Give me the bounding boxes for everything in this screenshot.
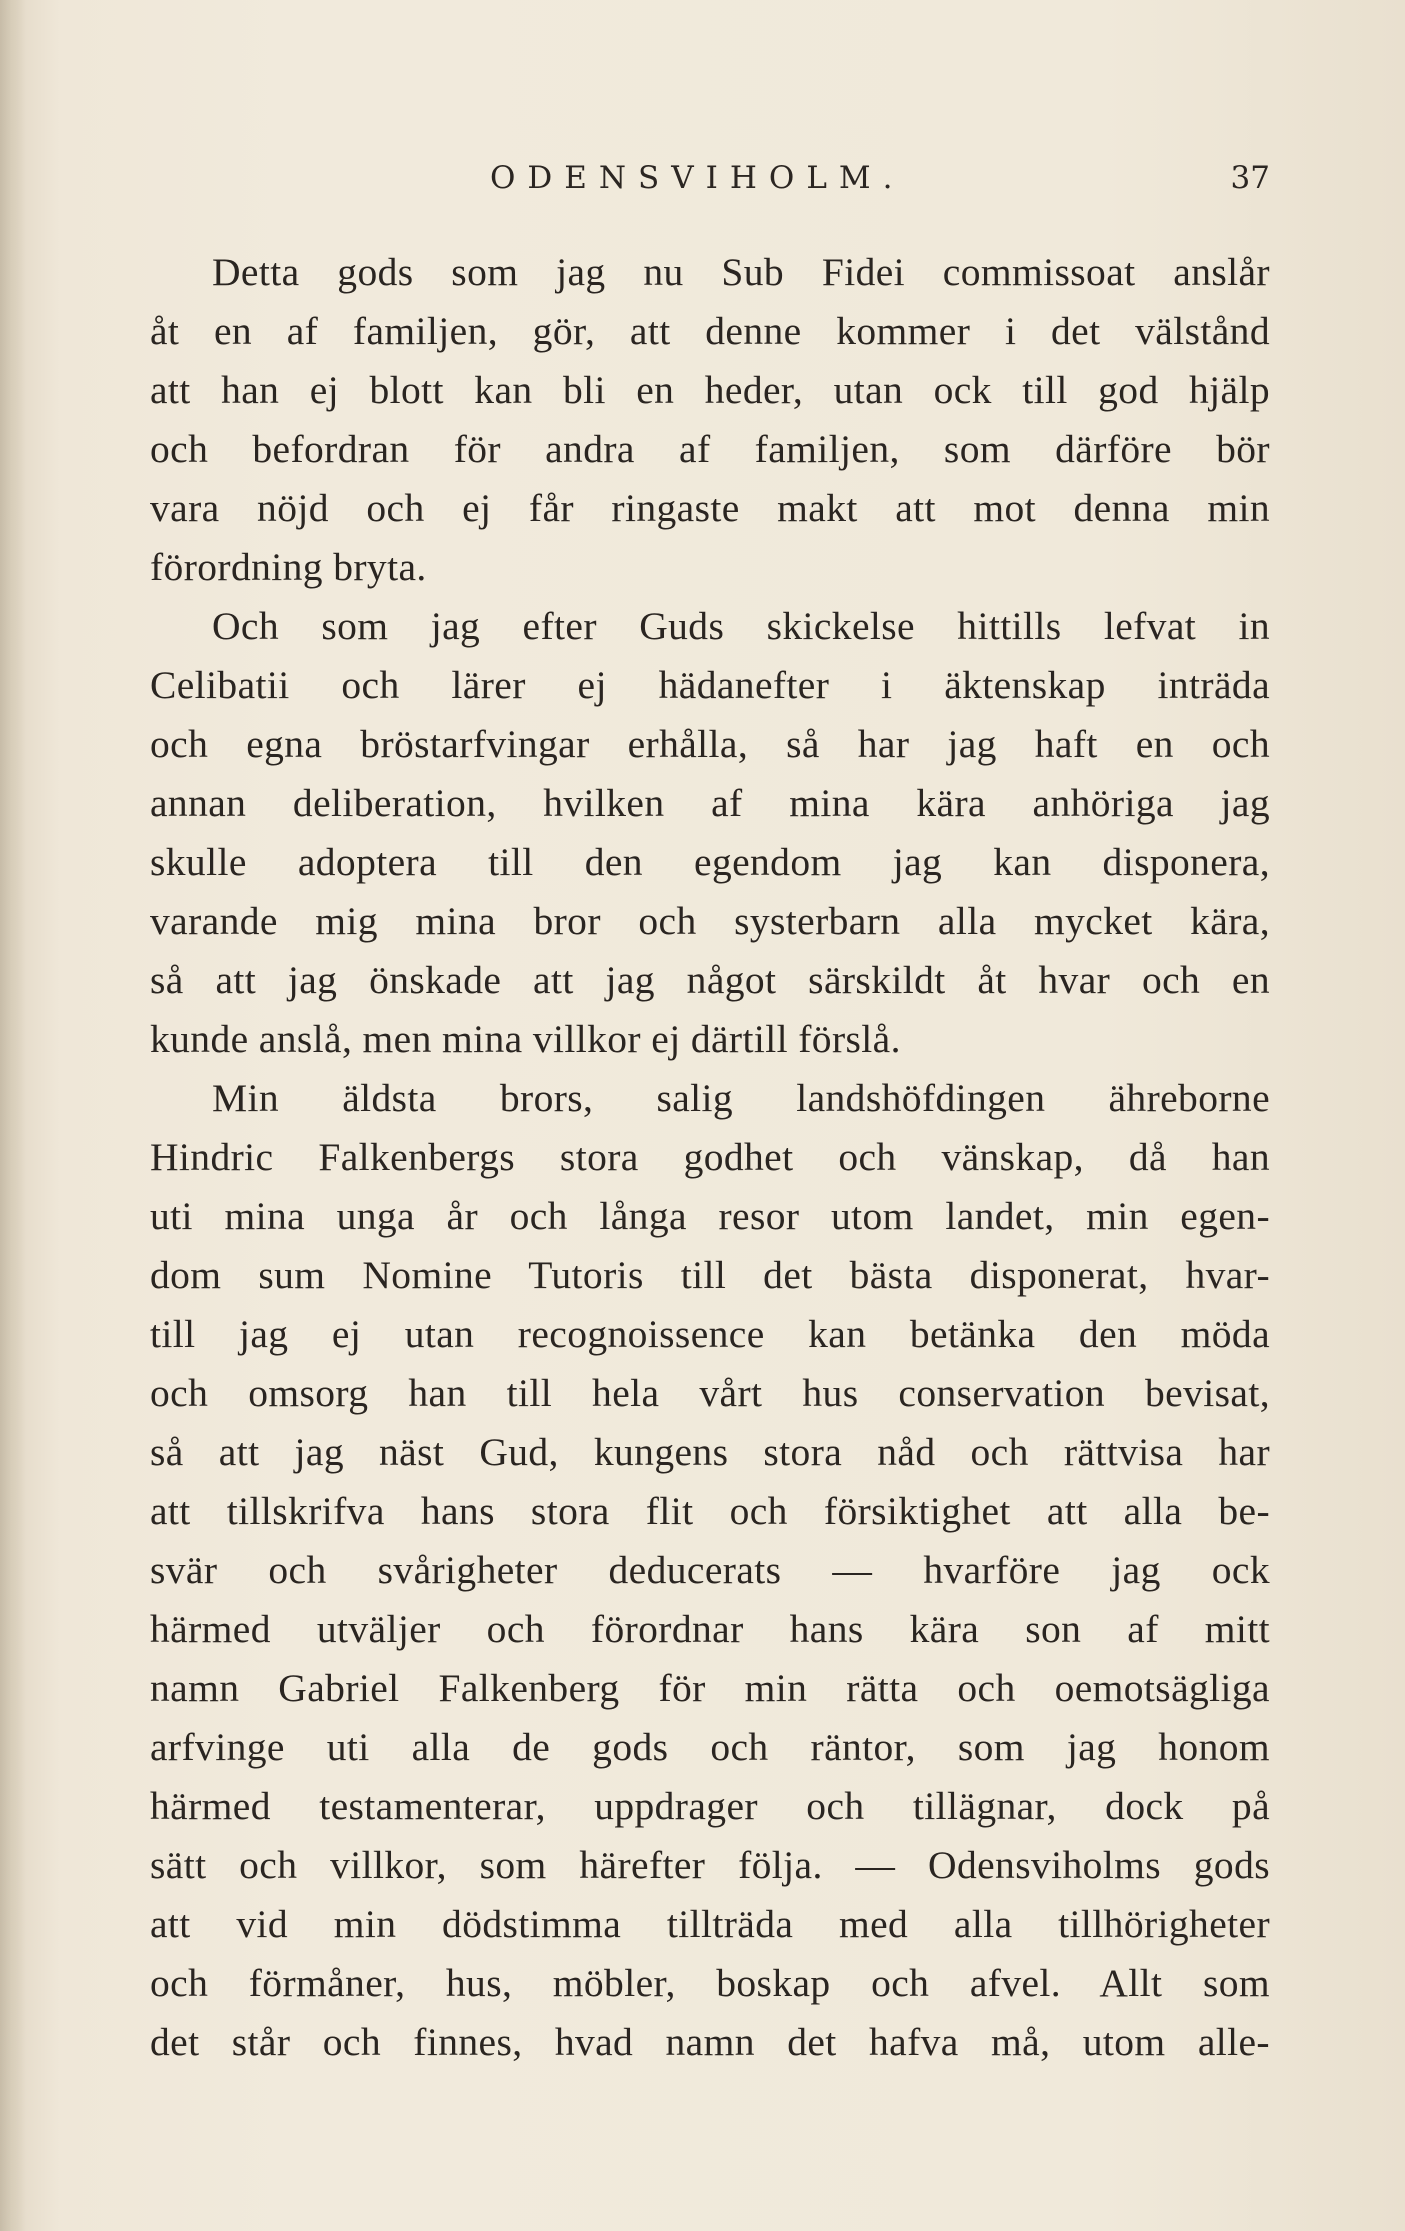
text-line: och omsorg han till hela vårt hus conservation bevisat, [150,1371,1270,1415]
spine-shadow [0,0,26,2231]
text-line: och förmåner, hus, möbler, boskap och afvel. Allt som [150,1961,1270,2005]
text-line: och befordran för andra af familjen, som därföre bör [150,427,1270,471]
text-line: och egna bröstarfvingar erhålla, så har jag haft en och [150,722,1270,766]
text-line: att han ej blott kan bli en heder, utan ock till god hjälp [150,368,1270,412]
text-line: vara nöjd och ej får ringaste makt att mot denna min [150,486,1270,530]
text-line: sätt och villkor, som härefter följa. — Odensviholms gods [150,1843,1270,1887]
text-line: det står och finnes, hvad namn det hafva må, utom alle- [150,2020,1270,2064]
text-line: namn Gabriel Falkenberg för min rätta och oemotsägliga [150,1666,1270,1710]
text-line: dom sum Nomine Tutoris till det bästa disponerat, hvar- [150,1253,1270,1297]
text-line: skulle adoptera till den egendom jag kan disponera, [150,840,1270,884]
body-text [150,243,1270,2072]
text-line: kunde anslå, men mina villkor ej därtill förslå. [150,1017,901,1061]
text-line: åt en af familjen, gör, att denne kommer i det välstånd [150,309,1270,353]
text-line: förordning bryta. [150,545,427,589]
running-title: ODENSVIHOLM. [490,160,905,196]
text-line: så att jag önskade att jag något särskildt åt hvar och en [150,958,1270,1002]
text-line: så att jag näst Gud, kungens stora nåd och rättvisa har [150,1430,1270,1474]
text-line: Detta gods som jag nu Sub Fidei commissoat anslår [212,250,1270,294]
text-line: varande mig mina bror och systerbarn alla mycket kära, [150,899,1270,943]
text-line: till jag ej utan recognoissence kan betänka den möda [150,1312,1270,1356]
text-line: att vid min dödstimma tillträda med alla tillhörigheter [150,1902,1270,1946]
page-header [150,160,1270,204]
text-line: att tillskrifva hans stora flit och försiktighet att alla be- [150,1489,1270,1533]
text-line: Och som jag efter Guds skickelse hittills lefvat in [212,604,1270,648]
text-line: Min äldsta brors, salig landshöfdingen ähreborne [212,1076,1270,1120]
text-line: härmed utväljer och förordnar hans kära son af mitt [150,1607,1270,1651]
text-line: svär och svårigheter deducerats — hvarföre jag ock [150,1548,1270,1592]
text-line: annan deliberation, hvilken af mina kära anhöriga jag [150,781,1270,825]
text-line: uti mina unga år och långa resor utom landet, min egen- [150,1194,1270,1238]
text-line: arfvinge uti alla de gods och räntor, som jag honom [150,1725,1270,1769]
text-line: härmed testamenterar, uppdrager och tillägnar, dock på [150,1784,1270,1828]
page-number: 37 [1230,160,1270,196]
text-line: Hindric Falkenbergs stora godhet och vänskap, då han [150,1135,1270,1179]
text-line: Celibatii och lärer ej hädanefter i äktenskap inträda [150,663,1270,707]
